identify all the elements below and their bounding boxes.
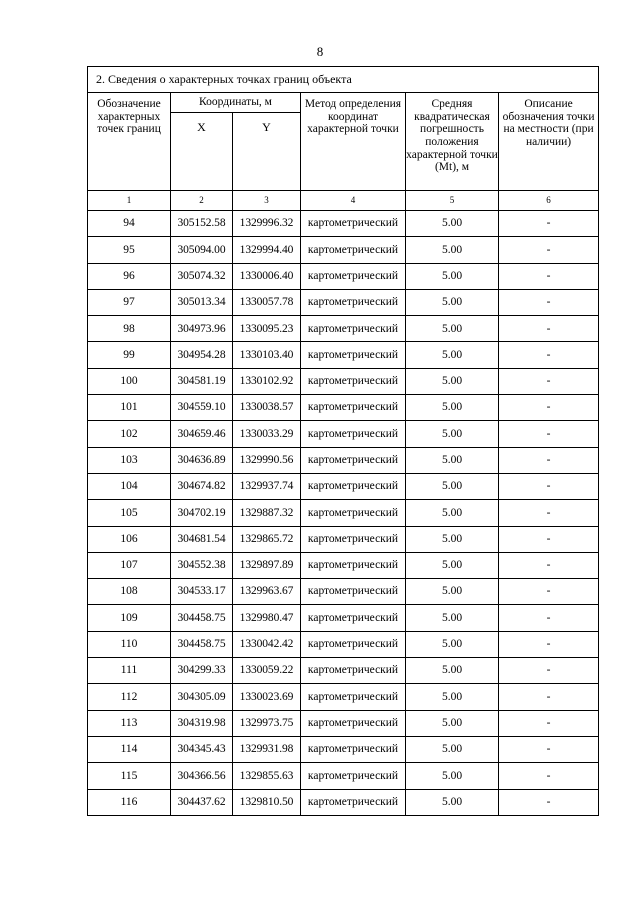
method-cell: картометрический (301, 211, 406, 237)
method-cell: картометрический (301, 579, 406, 605)
method-cell: картометрический (301, 421, 406, 447)
mean-error-cell: 5.00 (406, 552, 499, 578)
point-id-cell: 111 (88, 658, 171, 684)
column-numbers-row (88, 191, 599, 211)
mean-error-cell: 5.00 (406, 500, 499, 526)
table-row (88, 395, 599, 421)
table-row (88, 631, 599, 657)
mean-error-cell: 5.00 (406, 316, 499, 342)
table-row (88, 684, 599, 710)
y-coordinate-cell: 1329994.40 (233, 237, 301, 263)
method-cell: картометрический (301, 368, 406, 394)
x-coordinate-cell: 304973.96 (171, 316, 233, 342)
method-cell: картометрический (301, 500, 406, 526)
y-coordinate-cell: 1329980.47 (233, 605, 301, 631)
method-cell: картометрический (301, 263, 406, 289)
y-coordinate-cell: 1329996.32 (233, 211, 301, 237)
method-cell: картометрический (301, 658, 406, 684)
description-cell: - (499, 342, 599, 368)
x-coordinate-cell: 305074.32 (171, 263, 233, 289)
mean-error-cell: 5.00 (406, 342, 499, 368)
description-cell: - (499, 631, 599, 657)
header-mean-error: Средняя квадратическая погрешность положения характерной точки (Mt), м (406, 93, 499, 191)
x-coordinate-cell: 304659.46 (171, 421, 233, 447)
y-coordinate-cell: 1330006.40 (233, 263, 301, 289)
header-y: Y (233, 113, 301, 191)
point-id-cell: 97 (88, 289, 171, 315)
description-cell: - (499, 552, 599, 578)
column-number: 3 (233, 191, 301, 211)
description-cell: - (499, 316, 599, 342)
y-coordinate-cell: 1330059.22 (233, 658, 301, 684)
method-cell: картометрический (301, 552, 406, 578)
x-coordinate-cell: 304458.75 (171, 631, 233, 657)
table-row (88, 526, 599, 552)
column-number: 4 (301, 191, 406, 211)
y-coordinate-cell: 1330033.29 (233, 421, 301, 447)
x-coordinate-cell: 304702.19 (171, 500, 233, 526)
mean-error-cell: 5.00 (406, 447, 499, 473)
header-method: Метод определения координат характерной точки (301, 93, 406, 191)
table-row (88, 237, 599, 263)
table-row (88, 473, 599, 499)
table-row (88, 763, 599, 789)
point-id-cell: 96 (88, 263, 171, 289)
method-cell: картометрический (301, 605, 406, 631)
column-number: 1 (88, 191, 171, 211)
y-coordinate-cell: 1330038.57 (233, 395, 301, 421)
x-coordinate-cell: 304319.98 (171, 710, 233, 736)
description-cell: - (499, 421, 599, 447)
mean-error-cell: 5.00 (406, 237, 499, 263)
table-row (88, 421, 599, 447)
point-id-cell: 110 (88, 631, 171, 657)
mean-error-cell: 5.00 (406, 579, 499, 605)
x-coordinate-cell: 305013.34 (171, 289, 233, 315)
y-coordinate-cell: 1329931.98 (233, 736, 301, 762)
x-coordinate-cell: 304299.33 (171, 658, 233, 684)
x-coordinate-cell: 304345.43 (171, 736, 233, 762)
mean-error-cell: 5.00 (406, 526, 499, 552)
point-id-cell: 100 (88, 368, 171, 394)
header-coordinates: Координаты, м (171, 93, 301, 113)
description-cell: - (499, 658, 599, 684)
table-row (88, 552, 599, 578)
mean-error-cell: 5.00 (406, 658, 499, 684)
point-id-cell: 114 (88, 736, 171, 762)
table-row (88, 368, 599, 394)
column-number: 5 (406, 191, 499, 211)
point-id-cell: 95 (88, 237, 171, 263)
method-cell: картометрический (301, 736, 406, 762)
table-row (88, 342, 599, 368)
point-id-cell: 101 (88, 395, 171, 421)
table-row (88, 447, 599, 473)
boundary-points-table (87, 66, 599, 816)
section-title: 2. Сведения о характерных точках границ объекта (88, 67, 599, 93)
point-id-cell: 109 (88, 605, 171, 631)
point-id-cell: 99 (88, 342, 171, 368)
table-row (88, 789, 599, 815)
y-coordinate-cell: 1329990.56 (233, 447, 301, 473)
point-id-cell: 103 (88, 447, 171, 473)
y-coordinate-cell: 1329810.50 (233, 789, 301, 815)
description-cell: - (499, 263, 599, 289)
y-coordinate-cell: 1329887.32 (233, 500, 301, 526)
header-x: X (171, 113, 233, 191)
mean-error-cell: 5.00 (406, 736, 499, 762)
x-coordinate-cell: 304305.09 (171, 684, 233, 710)
point-id-cell: 112 (88, 684, 171, 710)
mean-error-cell: 5.00 (406, 789, 499, 815)
mean-error-cell: 5.00 (406, 605, 499, 631)
mean-error-cell: 5.00 (406, 631, 499, 657)
x-coordinate-cell: 304458.75 (171, 605, 233, 631)
x-coordinate-cell: 304437.62 (171, 789, 233, 815)
mean-error-cell: 5.00 (406, 263, 499, 289)
mean-error-cell: 5.00 (406, 473, 499, 499)
y-coordinate-cell: 1330102.92 (233, 368, 301, 394)
y-coordinate-cell: 1329855.63 (233, 763, 301, 789)
table-row (88, 736, 599, 762)
description-cell: - (499, 368, 599, 394)
y-coordinate-cell: 1329897.89 (233, 552, 301, 578)
mean-error-cell: 5.00 (406, 684, 499, 710)
header-description: Описание обозначения точки на местности (при наличии) (499, 93, 599, 191)
y-coordinate-cell: 1329937.74 (233, 473, 301, 499)
method-cell: картометрический (301, 237, 406, 263)
description-cell: - (499, 395, 599, 421)
mean-error-cell: 5.00 (406, 368, 499, 394)
y-coordinate-cell: 1329973.75 (233, 710, 301, 736)
column-number: 2 (171, 191, 233, 211)
x-coordinate-cell: 304366.56 (171, 763, 233, 789)
mean-error-cell: 5.00 (406, 710, 499, 736)
point-id-cell: 102 (88, 421, 171, 447)
description-cell: - (499, 736, 599, 762)
description-cell: - (499, 526, 599, 552)
x-coordinate-cell: 304533.17 (171, 579, 233, 605)
mean-error-cell: 5.00 (406, 395, 499, 421)
description-cell: - (499, 579, 599, 605)
x-coordinate-cell: 304581.19 (171, 368, 233, 394)
point-id-cell: 106 (88, 526, 171, 552)
description-cell: - (499, 763, 599, 789)
method-cell: картометрический (301, 789, 406, 815)
page-number: 8 (316, 44, 324, 59)
mean-error-cell: 5.00 (406, 289, 499, 315)
y-coordinate-cell: 1330042.42 (233, 631, 301, 657)
description-cell: - (499, 289, 599, 315)
method-cell: картометрический (301, 473, 406, 499)
y-coordinate-cell: 1330095.23 (233, 316, 301, 342)
point-id-cell: 105 (88, 500, 171, 526)
method-cell: картометрический (301, 395, 406, 421)
y-coordinate-cell: 1329865.72 (233, 526, 301, 552)
method-cell: картометрический (301, 684, 406, 710)
mean-error-cell: 5.00 (406, 763, 499, 789)
method-cell: картометрический (301, 316, 406, 342)
section-title-row (88, 67, 599, 93)
table-row (88, 605, 599, 631)
method-cell: картометрический (301, 289, 406, 315)
point-id-cell: 108 (88, 579, 171, 605)
method-cell: картометрический (301, 526, 406, 552)
table-row (88, 316, 599, 342)
table-row (88, 211, 599, 237)
x-coordinate-cell: 304674.82 (171, 473, 233, 499)
table-row (88, 263, 599, 289)
y-coordinate-cell: 1329963.67 (233, 579, 301, 605)
table-row (88, 289, 599, 315)
description-cell: - (499, 447, 599, 473)
description-cell: - (499, 500, 599, 526)
description-cell: - (499, 237, 599, 263)
description-cell: - (499, 684, 599, 710)
table-row (88, 579, 599, 605)
y-coordinate-cell: 1330023.69 (233, 684, 301, 710)
table-row (88, 710, 599, 736)
x-coordinate-cell: 305152.58 (171, 211, 233, 237)
y-coordinate-cell: 1330103.40 (233, 342, 301, 368)
description-cell: - (499, 605, 599, 631)
description-cell: - (499, 789, 599, 815)
description-cell: - (499, 473, 599, 499)
description-cell: - (499, 710, 599, 736)
method-cell: картометрический (301, 447, 406, 473)
table-body (88, 211, 599, 816)
point-id-cell: 98 (88, 316, 171, 342)
method-cell: картометрический (301, 710, 406, 736)
point-id-cell: 107 (88, 552, 171, 578)
x-coordinate-cell: 304552.38 (171, 552, 233, 578)
header-row (88, 93, 599, 113)
x-coordinate-cell: 305094.00 (171, 237, 233, 263)
table-row (88, 500, 599, 526)
column-number: 6 (499, 191, 599, 211)
method-cell: картометрический (301, 342, 406, 368)
method-cell: картометрический (301, 631, 406, 657)
method-cell: картометрический (301, 763, 406, 789)
x-coordinate-cell: 304636.89 (171, 447, 233, 473)
point-id-cell: 104 (88, 473, 171, 499)
x-coordinate-cell: 304681.54 (171, 526, 233, 552)
table-row (88, 658, 599, 684)
point-id-cell: 113 (88, 710, 171, 736)
y-coordinate-cell: 1330057.78 (233, 289, 301, 315)
description-cell: - (499, 211, 599, 237)
x-coordinate-cell: 304559.10 (171, 395, 233, 421)
point-id-cell: 115 (88, 763, 171, 789)
point-id-cell: 94 (88, 211, 171, 237)
mean-error-cell: 5.00 (406, 211, 499, 237)
mean-error-cell: 5.00 (406, 421, 499, 447)
point-id-cell: 116 (88, 789, 171, 815)
header-point-designation: Обозначение характерных точек границ (88, 93, 171, 191)
x-coordinate-cell: 304954.28 (171, 342, 233, 368)
